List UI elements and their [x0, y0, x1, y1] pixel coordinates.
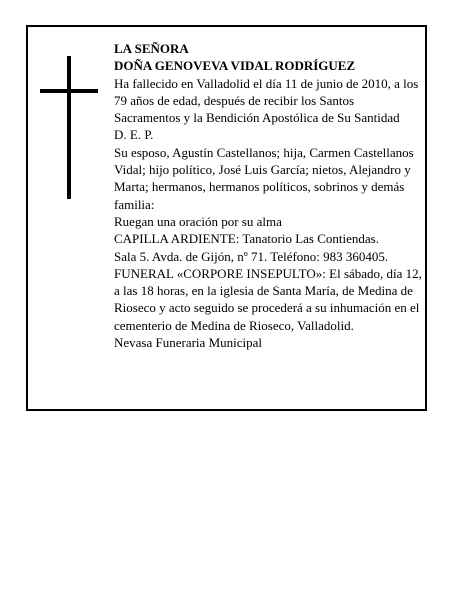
death-statement: Ha fallecido en Valladolid el día 11 de junio de 2010, a los 79 años de edad, después de recibir los Santos Sacramentos y la Bendición Apostólica de Su Santidad: [114, 75, 419, 126]
cross-icon: [40, 56, 98, 199]
rip-line: D. E. P.: [114, 127, 154, 143]
cross-horizontal-bar: [40, 89, 98, 93]
cross-vertical-bar: [67, 56, 71, 199]
chapel-line-1: CAPILLA ARDIENTE: Tanatorio Las Contiendas.: [114, 231, 379, 247]
prayer-request: Ruegan una oración por su alma: [114, 213, 282, 229]
funeral-home: Nevasa Funeraria Municipal: [114, 335, 263, 351]
deceased-name: DOÑA GENOVEVA VIDAL RODRÍGUEZ: [114, 58, 356, 74]
notice-title: LA SEÑORA: [114, 41, 189, 56]
chapel-line-2: Sala 5. Avda. de Gijón, nº 71. Teléfono: 983 360405.: [114, 248, 389, 264]
notice-text: [114, 40, 422, 351]
obituary-notice: [26, 25, 427, 411]
family-list: Su esposo, Agustín Castellanos; hija, Carmen Castellanos Vidal; hijo político, José Luis García; nietos, Alejandro y Marta; hermanos, hermanos políticos, sobrinos y demás familia:: [114, 144, 414, 212]
funeral-details: FUNERAL «CORPORE INSEPULTO»: El sábado, día 12, a las 18 horas, en la iglesia de Santa María, de Medina de Rioseco y acto seguido se procederá a su inhumación en el cementerio de Medina de Rioseco, Valladolid.: [114, 265, 422, 333]
